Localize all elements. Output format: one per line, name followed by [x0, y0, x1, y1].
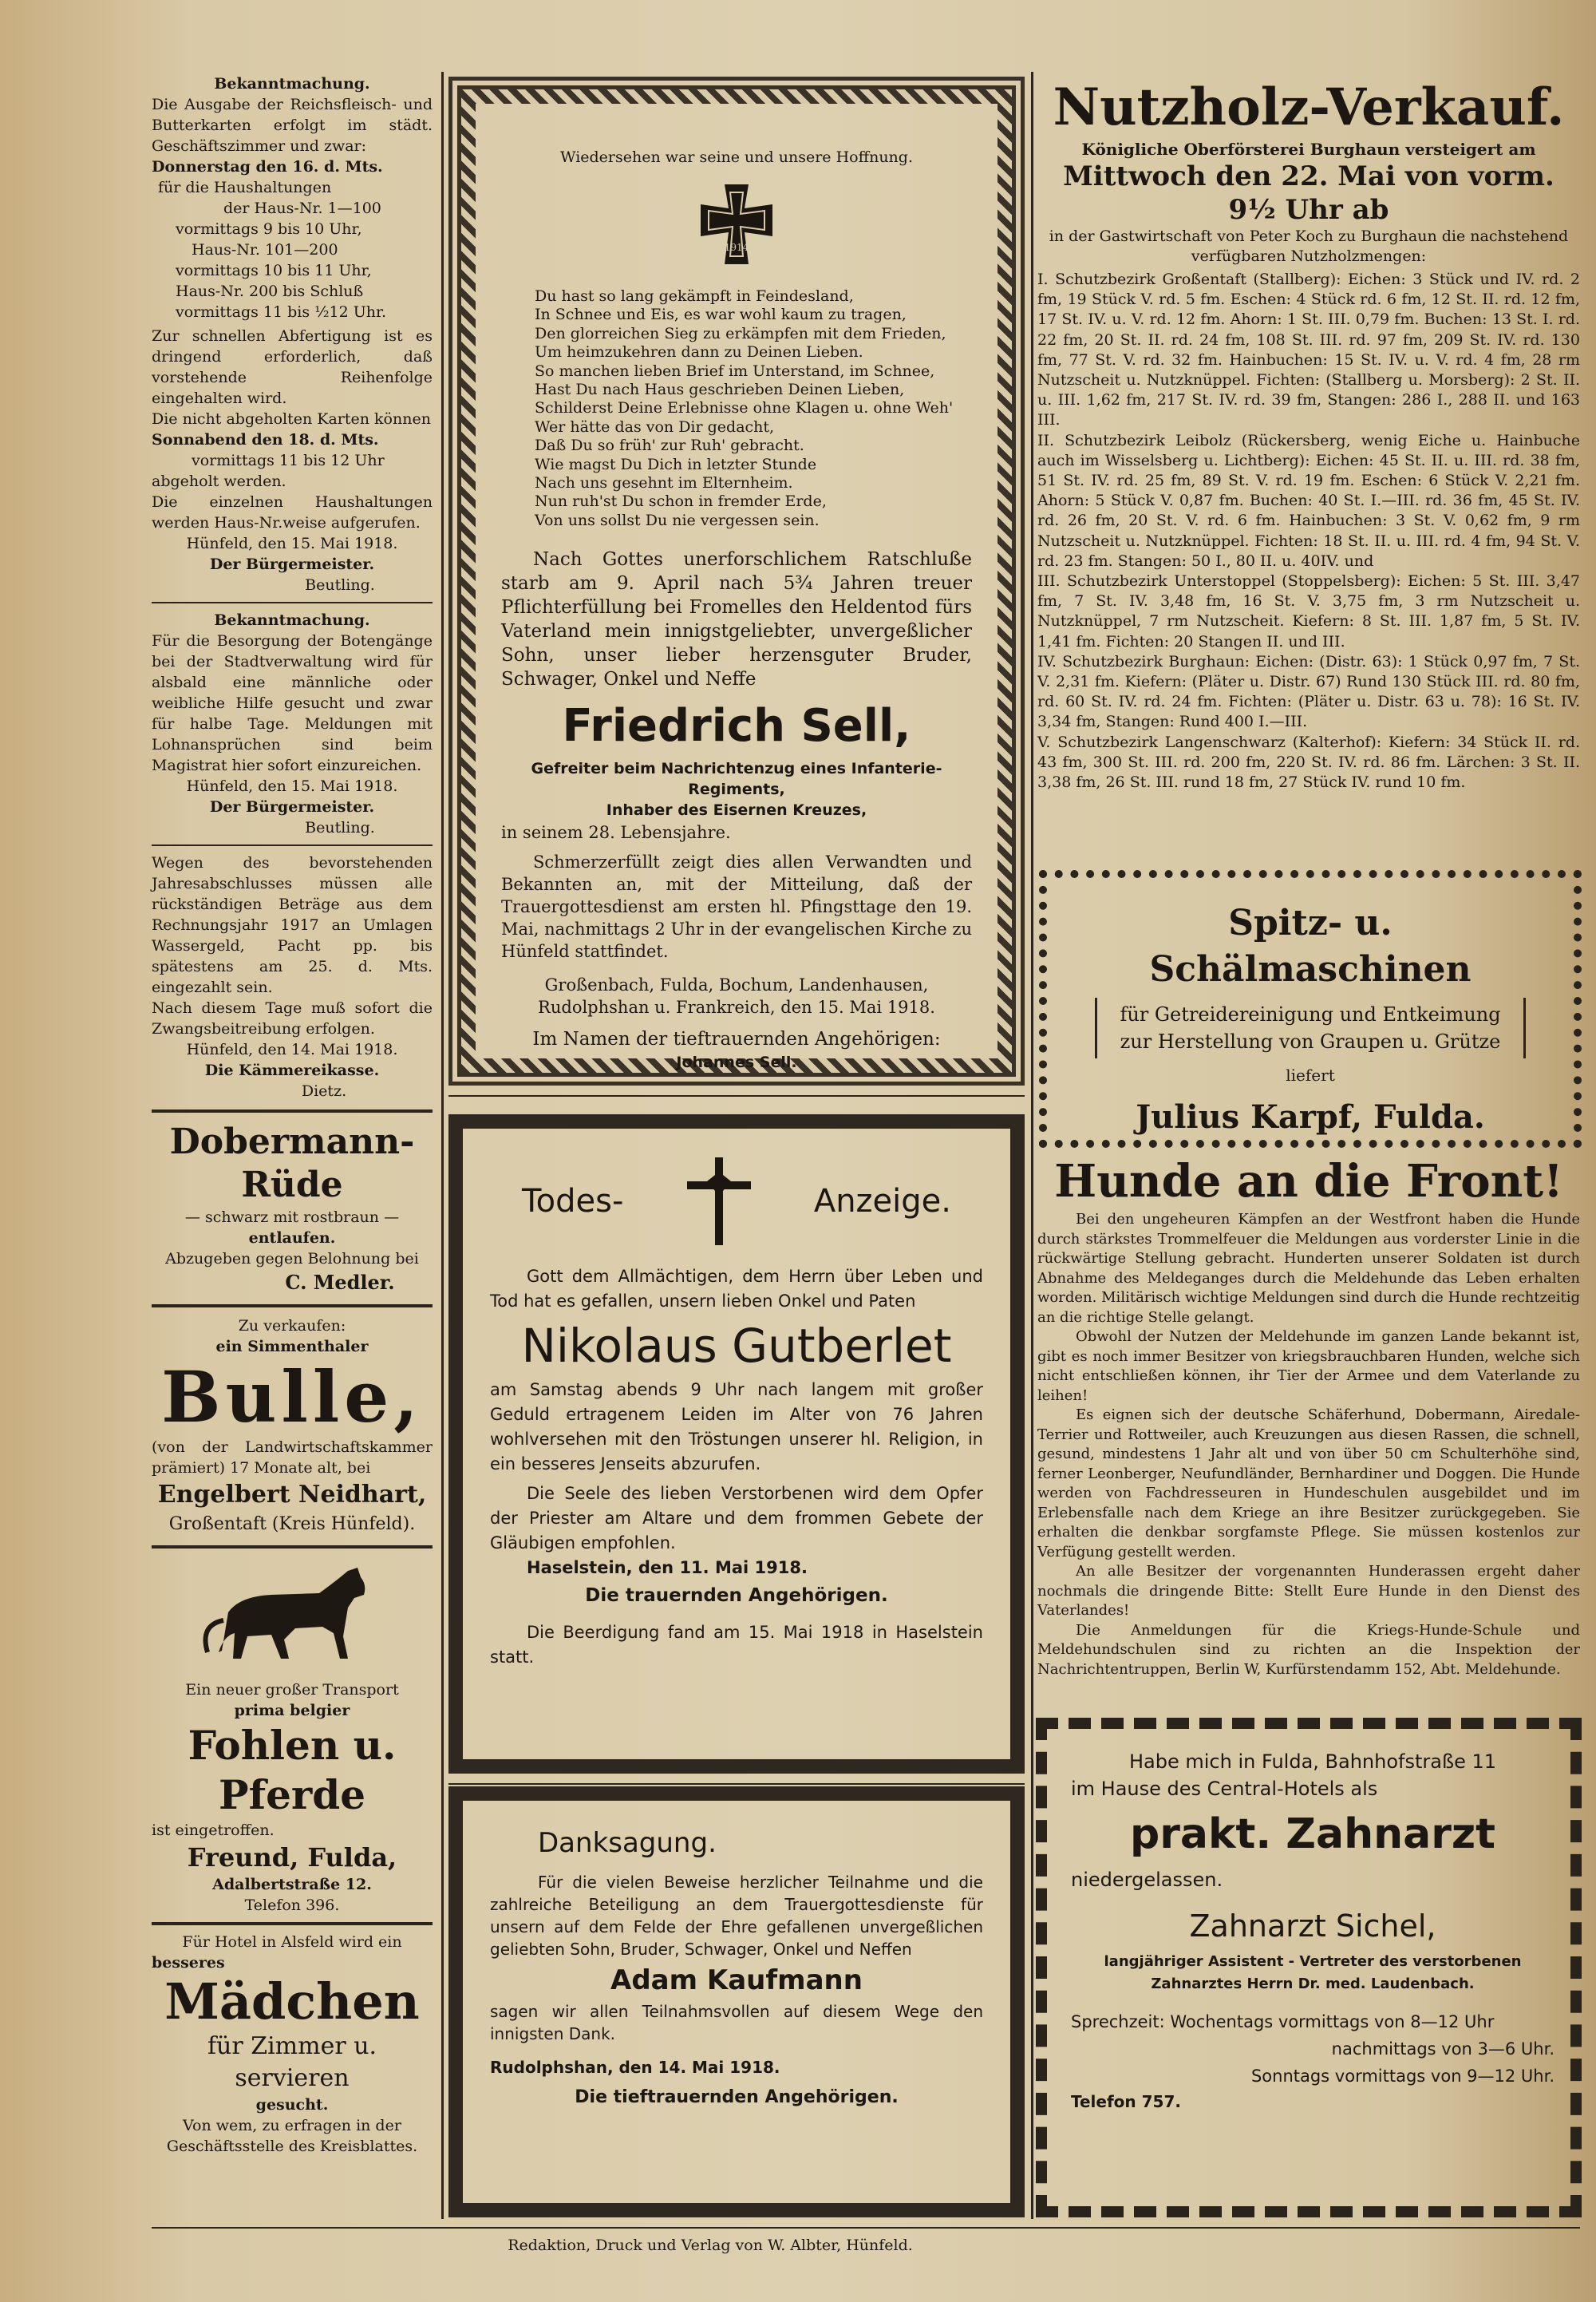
notice-title: Bekanntmachung. [214, 75, 370, 93]
notice-line: vormittags 10 bis 11 Uhr, [176, 262, 372, 279]
poem-line: Du hast so lang gekämpft in Feindesland, [535, 287, 854, 305]
notice-paragraph: Die einzelnen Haushaltungen werden Haus-Nr.weise aufgerufen. [152, 493, 433, 532]
ad-line: Abzugeben gegen Belohnung bei [165, 1250, 419, 1268]
poem-line: Um heimzukehren dann zu Deinen Lieben. [535, 343, 863, 362]
ad-line: Engelbert Neidhart, [157, 1481, 427, 1509]
notice-date: Hünfeld, den 14. Mai 1918. [186, 1041, 398, 1058]
notice-paragraph: abgeholt werden. [152, 473, 286, 490]
notice-line: vormittags 11 bis ½12 Uhr. [176, 303, 387, 321]
poem-line: Daß Du so früh' zur Ruh' gebracht. [535, 437, 804, 455]
ad-dog-lost [152, 1121, 433, 1296]
ad-dentist [1036, 1718, 1582, 2217]
obituary-paragraph: Gott dem Allmächtigen, dem Herrn über Leben und Tod hat es gefallen, unsern lieben Onkel und Paten [490, 1267, 983, 1311]
ad-line: besseres [152, 1954, 225, 1972]
column-3 [1037, 77, 1580, 793]
ad-title: Fohlen u. Pferde [188, 1722, 397, 1818]
ad-paragraph: Es eignen sich der deutsche Schäferhund, Dobermann, Airedale-Terrier und Rottweiler, auch Kreuzungen aus diesen Rassen, die schnell, gesund, mindestens 1 Jahr alt und von über 50 cm Schulterhöhe sind, ferner Leonberger, Neufundländer, Bernhardiner und Doggen. Die Hunde werden von Fachdresseuren in Hundeschulen ausgebildet und im Erlebensfalle nach dem Kriege an ihre Besitzer zurückgegeben. Sie erhalten die denkbar sorgfamste Pflege. Sie müssen kostenlos zur Verfügung gestellt werden. [1037, 1406, 1580, 1560]
ad-line: Für Hotel in Alsfeld wird ein [182, 1933, 402, 1951]
ad-line: gesucht. [255, 2096, 329, 2114]
notice-treasury [152, 852, 433, 1102]
ad-line: ein Simmenthaler [215, 1338, 369, 1355]
timber-district: V. Schutzbezirk Langenschwarz (Kalterhof): Kiefern: 34 Stück II. rd. 43 fm, 300 St. III. rd. 200 fm, 220 St. IV. rd. 86 fm. Lärchen: 3 St. II. 3,38 fm, 26 St. III. rund 18 fm, 27 Stück IV. rund 10 fm. [1037, 733, 1580, 792]
ad-paragraph: Bei den ungeheuren Kämpfen an der Westfront haben die Hunde durch stärkstes Trommelfeuer die Meldungen aus vorderster Linie in die rückwärtige Stellung gebracht. Hunderten unserer Soldaten ist durch Abnahme des Meldeganges durch die Meldehunde das Leben erhalten worden. Militärisch wichtige Meldungen sind durch die Hunde rechtzeitig an die richtige Stelle gelangt. [1037, 1211, 1580, 1326]
ad-line: Von wem, zu erfragen in der Geschäftsstelle des Kreisblattes. [166, 2117, 418, 2155]
notice-date: Hünfeld, den 15. Mai 1918. [186, 777, 398, 795]
ad-title: Bulle, [161, 1355, 423, 1438]
cross-icon [683, 1157, 755, 1245]
notice-line: vormittags 11 bis 12 Uhr [192, 452, 385, 469]
obituary-poem [501, 287, 972, 530]
notice-line: Haus-Nr. 200 bis Schluß [176, 283, 364, 300]
deceased-age: in seinem 28. Lebensjahre. [501, 823, 731, 843]
poem-line: So manchen lieben Brief im Unterstand, im Schnee, [535, 362, 935, 380]
ad-title: prakt. Zahnarzt [1130, 1810, 1495, 1858]
ad-line: — schwarz mit rostbraun — [184, 1208, 400, 1226]
ad-line: Adalbertstraße 12. [212, 1876, 372, 1893]
deceased-rank: Gefreiter beim Nachrichtenzug eines Infanterie-Regiments, [531, 760, 942, 799]
ad-line: (von der Landwirtschaftskammer prämiert) 17 Monate alt, bei [152, 1438, 433, 1477]
ad-line: Zu verkaufen: [238, 1317, 346, 1335]
ad-line: langjähriger Assistent - Vertreter des verstorbenen [1104, 1953, 1522, 1970]
ad-horses [152, 1556, 433, 1916]
divider [152, 1545, 433, 1549]
obituary-signer: Die trauernden Angehörigen. [585, 1585, 888, 1606]
obituary-date: Haselstein, den 11. Mai 1918. [527, 1558, 808, 1577]
divider [152, 844, 433, 846]
poem-line: Nach uns gesehnt im Elternheim. [535, 474, 793, 492]
timber-district: IV. Schutzbezirk Burghaun: Eichen: (Distr. 63): 1 Stück 0,97 fm, 7 St. V. 2,31 fm. Kiefern: (Pläter u. Distr. 67) Rund 130 Stück III. rd. 80 fm, rd. 60 St. IV. rd. 24 fm. Fichten: (Pläter u. Distr. 63 u. 78): 16 St. IV. 3,34 fm, Stangen: Rund 400 I.—III. [1037, 652, 1580, 731]
thanks-signer: Die tieftrauernden Angehörigen. [575, 2087, 899, 2107]
deceased-name: Nikolaus Gutberlet [521, 1319, 952, 1373]
timber-district: I. Schutzbezirk Großentaft (Stallberg): Eichen: 3 Stück und IV. rd. 2 fm, 19 Stück V. rd. 5 fm. Eschen: 4 Stück rd. 6 fm, 12 St. II. rd. 12 fm, 17 St. IV. u. V. rd. 12 fm. Ahorn: 1 St. III. 0,79 fm. Buchen: 13 St. I. rd. 22 fm, 20 St. II. rd. 24 fm, 108 St. III. rd. 97 fm, 209 St. IV. rd. 130 fm, 77 St. V. rd. 32 fm. Hainbuchen: 15 St. IV. u. V. rd. 4 fm, 28 rm Nutzscheit u. Nutzknüppel. Fichten: (Stallberg u. Morsberg): 2 St. II. u. III. 1,62 fm, 217 St. IV. rd. 39 fm, Stangen: 286 I., 288 II. und 163 III. [1037, 271, 1580, 429]
ad-line: zur Herstellung von Graupen u. Grütze [1120, 1030, 1501, 1053]
deceased-rank: Inhaber des Eisernen Kreuzes, [606, 801, 867, 820]
office-hours: nachmittags von 3—6 Uhr. [1331, 2039, 1555, 2059]
divider [152, 1304, 433, 1307]
ad-line: Freund, Fulda, [187, 1842, 397, 1873]
notice-signature: Dietz. [301, 1082, 347, 1100]
obituary-paragraph: Die Seele des lieben Verstorbenen wird dem Opfer der Priester am Altare und dem frommen Gebete der Gläubigen empfohlen. [490, 1484, 983, 1552]
ad-line: ist eingetroffen. [152, 1821, 275, 1839]
ad-paragraph: Obwohl der Nutzen der Meldehunde im ganzen Lande bekannt ist, gibt es noch immer Besitzer von kriegsbrauchbaren Hunden, welche sich nicht entschließen können, ihr Tier der Armee und dem Vaterlande zu leihen! [1037, 1328, 1580, 1404]
ad-line: für Zimmer u. servieren [207, 2032, 377, 2092]
notice-signature: Der Bürgermeister. [209, 798, 375, 816]
ad-machines [1039, 870, 1582, 1148]
notice-messenger [152, 610, 433, 838]
ad-line: liefert [1286, 1066, 1335, 1085]
obituary-sell [448, 77, 1025, 1086]
timber-district: II. Schutzbezirk Leibolz (Rückersberg, wenig Eiche u. Hainbuche auch im Wisselsberg u. Lichtberg): Eichen: 45 St. II. u. III. rd. 38 fm, 51 St. IV. rd. 25 fm, 89 St. V. rd. 19 fm. Eschen: 6 Stück V. 2,21 fm. Ahorn: 5 Stück V. 0,87 fm. Buchen: 40 St. I.—III. rd. 36 fm, 45 St. IV. rd. 26 fm, 20 St. V. rd. 6 fm. Hainbuchen: 3 St. V. 0,62 fm, 9 rm Nutzscheit u. Nutzknüppel. Fichten: 18 St. II. u. III. rd. 4 fm, 94 St. V. rd. 23 fm. Stangen: 50 I., 80 II. u. 40IV. und [1037, 431, 1580, 570]
poem-line: Schilderst Deine Erlebnisse ohne Klagen u. ohne Weh' [535, 399, 954, 417]
ad-bull [152, 1315, 433, 1537]
poem-line: Nun ruh'st Du schon in fremder Erde, [535, 492, 827, 511]
ad-line: Julius Karpf, Fulda. [1136, 1098, 1485, 1136]
notice-line: Donnerstag den 16. d. Mts. [152, 158, 383, 176]
notice-signature: Der Bürgermeister. [209, 556, 375, 573]
notice-line: der Haus-Nr. 1—100 [223, 200, 381, 217]
dentist-name: Zahnarzt Sichel, [1189, 1908, 1436, 1944]
notice-body: Die Ausgabe der Reichsfleisch- und Butterkarten erfolgt im städt. Geschäftszimmer und zwar: [152, 96, 433, 155]
ad-line: entlaufen. [248, 1229, 336, 1247]
ad-paragraph: An alle Besitzer der vorgenannten Hunderassen ergeht daher nochmals die dringende Bitte: Stellt Eure Hunde in den Dienst des Vaterlandes! [1037, 1563, 1580, 1619]
ad-line: im Hause des Central-Hotels als [1071, 1778, 1378, 1800]
ad-timber-sale [1037, 77, 1580, 793]
ad-line: Zahnarztes Herrn Dr. med. Laudenbach. [1151, 1976, 1475, 1992]
phone-number: Telefon 757. [1071, 2092, 1181, 2111]
column-rule-right [1031, 72, 1033, 2219]
notice-date: Hünfeld, den 15. Mai 1918. [186, 535, 398, 552]
thanks-kaufmann [448, 1786, 1025, 2217]
divider [448, 1095, 1025, 1097]
poem-line: Wie magst Du Dich in letzter Stunde [535, 455, 817, 473]
poem-line: Von uns sollst Du nie vergessen sein. [535, 511, 820, 529]
obituary-paragraph: Nach Gottes unerforschlichem Ratschluße starb am 9. April nach 5¾ Jahren treuer Pflichterfüllung bei Fromelles den Heldentod fürs Vaterland mein innigstgeliebter, unvergeßlicher Sohn, unser lieber herzensguter Bruder, Schwager, Onkel und Neffe [501, 549, 972, 690]
obituary-gutberlet [448, 1114, 1025, 1774]
ad-line: niedergelassen. [1071, 1869, 1223, 1891]
poem-line: Wer hätte das von Dir gedacht, [535, 417, 775, 436]
office-hours: Sprechzeit: Wochentags vormittags von 8—12 Uhr [1071, 2012, 1495, 2031]
timber-district: III. Schutzbezirk Unterstoppel (Stoppelsberg): Eichen: 5 St. III. 3,47 fm, 7 St. IV. 3,48 fm, 16 St. V. 3,75 fm, 3 rm Nutzscheit u. Nutzknüppel, 7 rm Nutzscheit. Kiefern: 8 St. III. 1,87 fm, 5 St. IV. 1,41 fm. Fichten: 20 Stangen II. und III. [1037, 572, 1580, 651]
imprint: Redaktion, Druck und Verlag von W. Albter, Hünfeld. [508, 2237, 913, 2254]
obituary-closing: Im Namen der tieftrauernden Angehörigen: [532, 1029, 941, 1050]
ad-line: Großentaft (Kreis Hünfeld). [168, 1514, 416, 1534]
ad-line: für Getreidereinigung und Entkeimung [1120, 1003, 1501, 1026]
ad-dogs-front [1037, 1153, 1580, 1679]
iron-cross-icon [697, 180, 776, 268]
obituary-heading: Anzeige. [813, 1183, 951, 1220]
notice-signature: Beutling. [305, 576, 375, 594]
ad-title: Hunde an die Front! [1054, 1155, 1563, 1208]
deceased-name: Friedrich Sell, [562, 700, 911, 753]
ad-title: Spitz- u. Schälmaschinen [1149, 903, 1472, 990]
obituary-paragraph: Schmerzerfüllt zeigt dies allen Verwandten und Bekannten an, mit der Mitteilung, daß der Trauergottesdienst am ersten hl. Pfingsttage den 19. Mai, nachmittags 2 Uhr in der evangelischen Kirche zu Hünfeld stattfindet. [501, 852, 972, 962]
notice-body: Für die Besorgung der Botengänge bei der Stadtverwaltung wird für alsbald eine männliche oder weibliche Hilfe gesucht und zwar für halbe Tage. Meldungen mit Lohnansprüchen sind beim Magistrat hier sofort einzureichen. [152, 632, 433, 774]
notice-signature: Beutling. [305, 819, 375, 837]
cross-year: 1914 [724, 242, 749, 253]
deceased-name: Adam Kaufmann [610, 1964, 863, 1996]
notice-body: Nach diesem Tage muß sofort die Zwangsbeitreibung erfolgen. [152, 999, 433, 1038]
notice-food-cards [152, 73, 433, 595]
ad-line: prima belgier [234, 1702, 350, 1719]
thanks-heading: Danksagung. [538, 1827, 717, 1859]
notice-line: für die Haushaltungen [158, 179, 332, 196]
divider [152, 602, 433, 603]
ad-line: Königliche Oberförsterei Burghaun versteigert am [1081, 140, 1536, 159]
ad-paragraph: Die Anmeldungen für die Kriegs-Hunde-Schule und Meldehundschulen sind zu richten an die Inspektion der Nachrichtentruppen, Berlin W, Kurfürstendamm 152, Abt. Meldehunde. [1037, 1621, 1580, 1678]
ad-title: Nutzholz-Verkauf. [1053, 77, 1565, 137]
notice-paragraph: Die nicht abgeholten Karten können [152, 410, 431, 428]
notice-title: Bekanntmachung. [214, 611, 370, 629]
column-rule-left [441, 72, 444, 2219]
obituary-motto: Wiedersehen war seine und unsere Hoffnung. [560, 148, 913, 166]
obituary-paragraph: Die Beerdigung fand am 15. Mai 1918 in Haselstein statt. [490, 1623, 983, 1667]
obituary-heading: Todes- [522, 1183, 624, 1220]
ad-line: Telefon 396. [244, 1897, 340, 1914]
footer-rule [152, 2227, 1580, 2229]
thanks-paragraph: Für die vielen Beweise herzlicher Teilnahme und die zahlreiche Beteiligung an dem Trauergottesdienste für unsern auf dem Felde der Ehre gefallenen unvergeßlichen geliebten Sohn, Bruder, Schwager, Onkel und Neffen [490, 1873, 983, 1959]
notice-line: Haus-Nr. 101—200 [192, 241, 338, 259]
obituary-paragraph: am Samstag abends 9 Uhr nach langem mit großer Geduld ertragenem Leiden im Alter von 76 Jahren wohlversehen mit den Tröstungen unserer hl. Religion, in ein besseres Jenseits abzurufen. [490, 1380, 983, 1473]
horse-illustration [152, 1556, 433, 1676]
ad-maid [152, 1932, 433, 2157]
divider [152, 1109, 433, 1113]
divider [152, 1922, 433, 1925]
poem-line: Den glorreichen Sieg zu erkämpfen mit dem Frieden, [535, 324, 946, 342]
ad-line: Ein neuer großer Transport [185, 1681, 399, 1699]
office-hours: Sonntags vormittags von 9—12 Uhr. [1250, 2067, 1555, 2086]
ad-line: Mittwoch den 22. Mai von vorm. 9½ Uhr ab [1063, 160, 1555, 226]
thanks-date: Rudolphshan, den 14. Mai 1918. [490, 2058, 780, 2077]
obituary-signer: Johannes Sell. [676, 1054, 797, 1072]
notice-body: Wegen des bevorstehenden Jahresabschlusses müssen alle rückständigen Beträge aus dem Rechnungsjahr 1917 an Umlagen Wassergeld, Pacht pp. bis spätestens am 25. d. Mts. eingezahlt sein. [152, 854, 433, 996]
ad-line: Habe mich in Fulda, Bahnhofstraße 11 [1128, 1750, 1497, 1773]
divider [448, 1783, 1025, 1785]
notice-signature: Die Kämmereikasse. [204, 1062, 380, 1079]
poem-line: Hast Du nach Haus geschrieben Deinen Lieben, [535, 381, 905, 399]
notice-line: Sonnabend den 18. d. Mts. [152, 431, 379, 449]
notice-line: vormittags 9 bis 10 Uhr, [176, 220, 362, 238]
column-1 [152, 73, 433, 2157]
obituary-places: Großenbach, Fulda, Bochum, Landenhausen, [544, 975, 929, 995]
poem-line: In Schnee und Eis, es war wohl kaum zu tragen, [535, 306, 907, 324]
ad-title: Dobermann-Rüde [169, 1121, 415, 1205]
thanks-paragraph: sagen wir allen Teilnahmsvollen auf diesem Wege den innigsten Dank. [490, 2002, 983, 2043]
ad-line: in der Gastwirtschaft von Peter Koch zu Burghaun die nachstehend verfügbaren Nutzholzmengen: [1049, 227, 1569, 265]
obituary-places: Rudolphshan u. Frankreich, den 15. Mai 1918. [538, 998, 935, 1018]
notice-paragraph: Zur schnellen Abfertigung ist es dringend erforderlich, daß vorstehende Reihenfolge eingehalten wird. [152, 327, 433, 407]
ad-line: C. Medler. [285, 1271, 395, 1294]
ad-title: Mädchen [164, 1972, 420, 2031]
